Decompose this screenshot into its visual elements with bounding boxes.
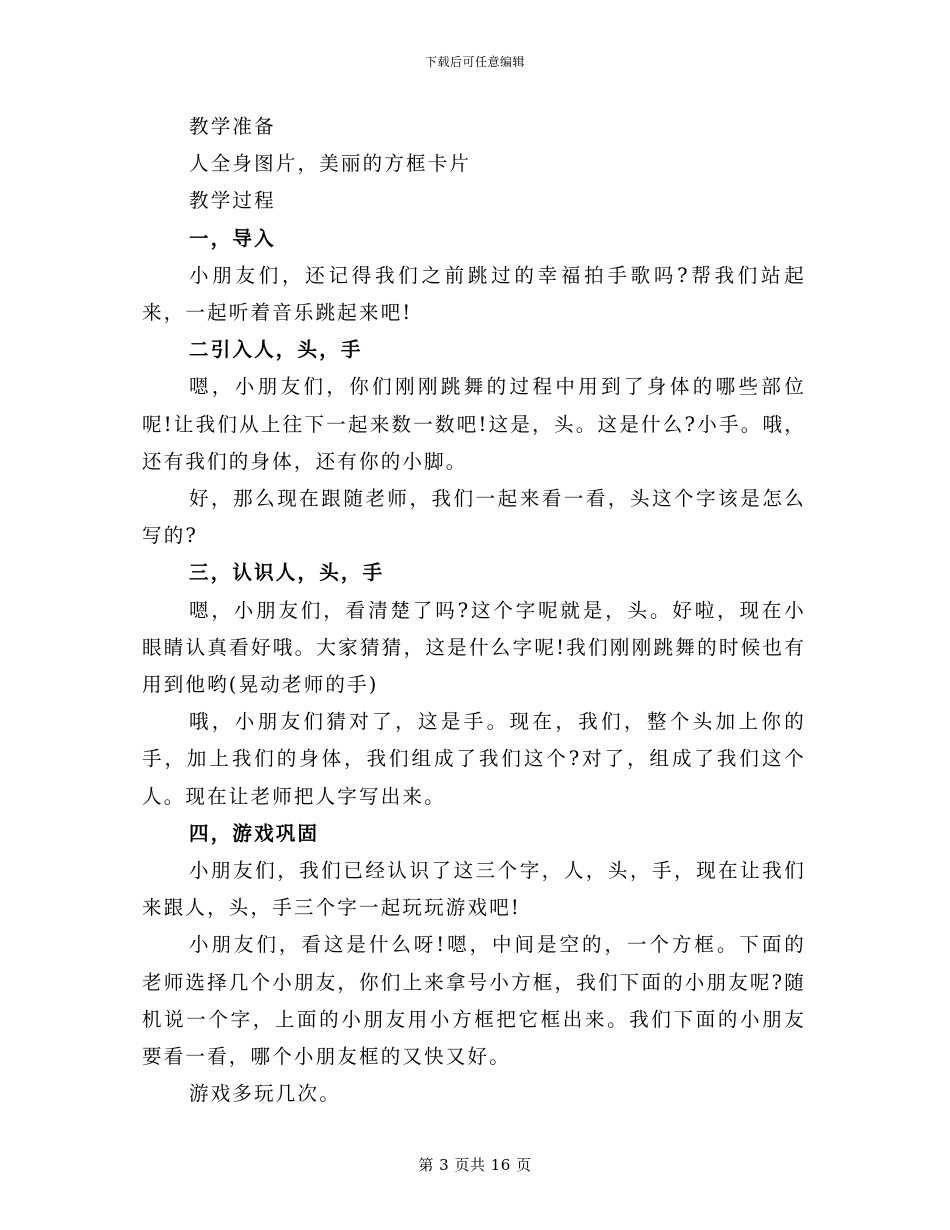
section-heading-recognize-words: 三，认识人，头，手: [189, 561, 385, 585]
paragraph-teaching-prep-heading: 教学准备: [189, 115, 276, 138]
paragraph-introduction: 小朋友们，还记得我们之前跳过的幸福拍手歌吗?帮我们站起来，一起听着音乐跳起来吧!: [142, 263, 806, 325]
document-body: [142, 108, 806, 1112]
paragraph-teaching-process-heading: 教学过程: [189, 189, 276, 213]
paragraph-game-intro: 小朋友们，我们已经认识了这三个字，人，头，手，现在让我们来跟人，头，手三个字一起玩玩游戏吧!: [142, 859, 806, 920]
paragraph-recognize-head: 嗯，小朋友们，看清楚了吗?这个字呢就是，头。好啦，现在小眼睛认真看好哦。大家猜猜，这是什么字呢!我们刚刚跳舞的时候也有用到他哟(晃动老师的手): [142, 598, 806, 697]
paragraph-recognize-hand-person: 哦，小朋友们猜对了，这是手。现在，我们，整个头加上你的手，加上我们的身体，我们组成了我们这个?对了，组成了我们这个人。现在让老师把人字写出来。: [142, 710, 806, 808]
paragraph-game-repeat: 游戏多玩几次。: [189, 1082, 341, 1106]
paragraph-body-parts: 嗯，小朋友们，你们刚刚跳舞的过程中用到了身体的哪些部位呢!让我们从上往下一起来数一数吧!这是，头。这是什么?小手。哦，还有我们的身体，还有你的小脚。: [142, 375, 806, 473]
section-heading-introduce-words: 二引入人，头，手: [189, 338, 363, 362]
paragraph-game-rules: 小朋友们，看这是什么呀!嗯，中间是空的，一个方框。下面的老师选择几个小朋友，你们上来拿号小方框，我们下面的小朋友呢?随机说一个字，上面的小朋友用小方框把它框出来。我们下面的小朋友要看一看，哪个小朋友框的又快又好。: [142, 933, 806, 1069]
section-heading-introduction: 一，导入: [189, 226, 276, 250]
paragraph-follow-teacher: 好，那么现在跟随老师，我们一起来看一看，头这个字该是怎么写的?: [142, 487, 806, 548]
page-header: 下载后可任意编辑: [424, 55, 525, 69]
section-heading-game: 四，游戏巩固: [189, 821, 320, 845]
page-footer: 第 3 页共 16 页: [418, 1156, 532, 1174]
paragraph-teaching-prep-materials: 人全身图片，美丽的方框卡片: [189, 152, 472, 176]
